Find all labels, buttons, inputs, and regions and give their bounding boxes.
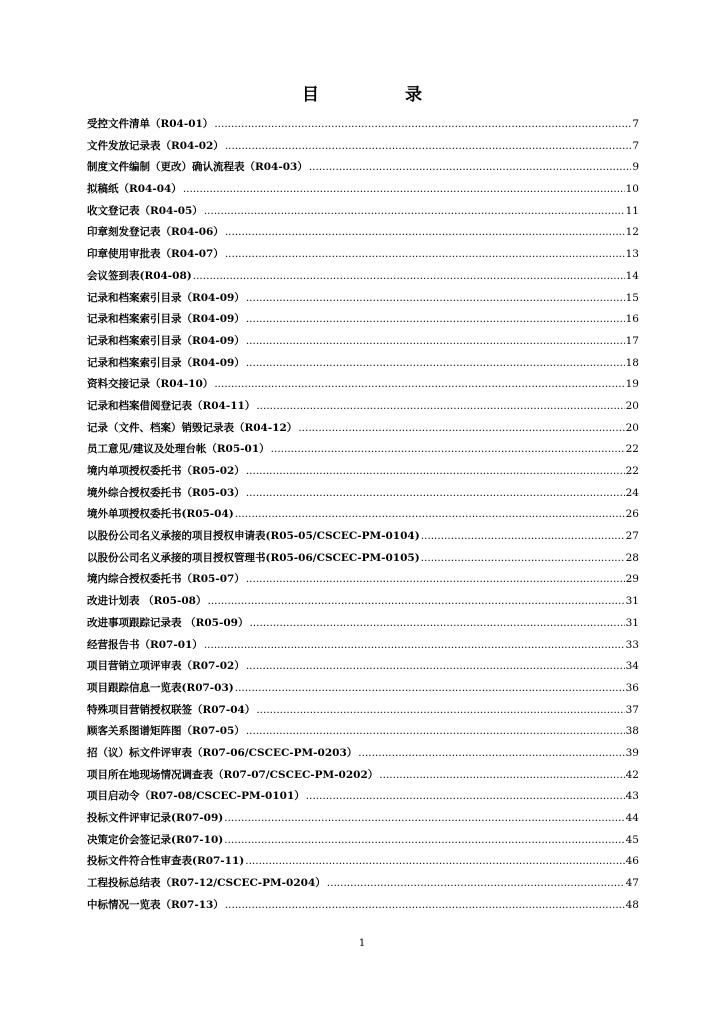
toc-entry-label: 拟稿纸（R04-04） [87, 183, 182, 196]
toc-entry-page: 44 [625, 812, 639, 824]
toc-entry[interactable] [87, 396, 639, 418]
toc-entry-label: 境内单项授权委托书（R05-02） [87, 465, 245, 477]
toc-entry-label: 改进事项跟踪记录表 （R05-09） [87, 616, 249, 629]
toc-entry-page: 11 [625, 204, 639, 217]
toc-leader-dots [183, 179, 625, 201]
toc-leader-dots [421, 548, 625, 570]
toc-entry-label: 工程投标总结表（R07-12/CSCEC-PM-0204） [87, 877, 326, 890]
toc-entry-label: 员工意见/建议及处理台帐（R05-01） [87, 443, 270, 456]
toc-entry-label: 制度文件编制（更改）确认流程表（R04-03） [87, 161, 308, 174]
toc-leader-dots [256, 396, 624, 418]
toc-entry[interactable] [87, 331, 639, 353]
toc-leader-dots [204, 635, 625, 657]
toc-entry[interactable] [87, 244, 639, 266]
toc-leader-dots [225, 136, 632, 158]
toc-entry[interactable] [87, 461, 639, 483]
toc-entry-page: 46 [625, 855, 639, 868]
toc-leader-dots [256, 700, 624, 722]
toc-entry[interactable] [87, 786, 639, 808]
toc-leader-dots [246, 656, 625, 678]
toc-entry-page: 22 [625, 465, 639, 477]
toc-entry[interactable] [87, 201, 639, 223]
toc-entry-page: 19 [625, 378, 639, 391]
toc-entry-label: 境内综合授权委托书（R05-07） [87, 573, 245, 586]
toc-leader-dots [246, 483, 625, 505]
toc-leader-dots [246, 461, 625, 483]
toc-entry-label: 项目跟踪信息一览表(R07-03) [87, 681, 234, 694]
toc-leader-dots [249, 613, 624, 635]
table-of-contents [87, 114, 639, 916]
toc-entry-page: 12 [625, 226, 639, 239]
page-number: 1 [358, 938, 366, 949]
toc-entry-page: 14 [625, 269, 639, 282]
toc-leader-dots [421, 526, 625, 548]
toc-entry[interactable] [87, 635, 639, 657]
toc-entry-label: 记录和档案索引目录（R04-09） [87, 356, 245, 369]
toc-entry[interactable] [87, 743, 639, 765]
toc-entry-label: 文件发放记录表（R04-02） [87, 139, 224, 152]
toc-entry[interactable] [87, 418, 639, 440]
toc-entry[interactable] [87, 136, 639, 158]
toc-leader-dots [271, 439, 625, 461]
toc-entry-page: 31 [625, 595, 639, 608]
toc-entry-page: 34 [625, 660, 639, 673]
toc-entry[interactable] [87, 873, 639, 895]
toc-leader-dots [358, 743, 624, 765]
toc-entry-label: 境外综合授权委托书（R05-03） [87, 486, 245, 499]
toc-entry-page: 39 [625, 746, 639, 759]
toc-entry-page: 37 [625, 703, 639, 716]
toc-leader-dots [246, 353, 625, 375]
toc-leader-dots [193, 266, 625, 288]
toc-entry[interactable] [87, 548, 639, 570]
toc-entry[interactable] [87, 439, 639, 461]
toc-leader-dots [327, 873, 625, 895]
toc-leader-dots [225, 222, 625, 244]
toc-entry[interactable] [87, 765, 639, 787]
toc-entry-label: 改进计划表 （R05-08） [87, 595, 207, 608]
toc-leader-dots [224, 830, 624, 852]
toc-entry[interactable] [87, 895, 639, 917]
toc-leader-dots [246, 288, 625, 310]
toc-entry-page: 27 [625, 530, 639, 543]
toc-leader-dots [225, 244, 625, 266]
toc-leader-dots [246, 309, 625, 331]
toc-entry[interactable] [87, 288, 639, 310]
toc-entry[interactable] [87, 179, 639, 201]
toc-entry-page: 28 [625, 551, 639, 564]
toc-leader-dots [246, 331, 625, 353]
toc-entry-page: 22 [625, 443, 639, 456]
toc-entry[interactable] [87, 114, 639, 136]
toc-entry-page: 47 [625, 877, 639, 890]
toc-leader-dots [225, 895, 625, 917]
toc-entry[interactable] [87, 808, 639, 830]
toc-entry-label: 境外单项授权委托书(R05-04) [87, 508, 234, 521]
toc-entry-page: 43 [625, 790, 639, 803]
toc-entry[interactable] [87, 656, 639, 678]
toc-leader-dots [224, 808, 624, 830]
toc-leader-dots [379, 765, 624, 787]
toc-entry-page: 45 [625, 833, 639, 846]
toc-entry-page: 24 [625, 486, 639, 499]
toc-entry-label: 决策定价会签记录(R07-10) [87, 833, 224, 846]
toc-entry-label: 记录和档案索引目录（R04-09） [87, 291, 245, 304]
toc-entry-page: 31 [625, 616, 639, 629]
toc-entry[interactable] [87, 222, 639, 244]
toc-entry-page: 36 [625, 681, 639, 694]
toc-entry-label: 招（议）标文件评审表（R07-06/CSCEC-PM-0203） [87, 746, 358, 759]
toc-leader-dots [245, 851, 624, 873]
toc-entry-label: 投标文件符合性审查表(R07-11) [87, 855, 245, 868]
toc-entry-label: 以股份公司名义承接的项目授权申请表(R05-05/CSCEC-PM-0104) [87, 530, 420, 543]
toc-entry-page: 9 [632, 161, 639, 174]
toc-entry-label: 印章刻发登记表（R04-06） [87, 226, 224, 239]
toc-entry[interactable] [87, 613, 639, 635]
toc-entry-page: 16 [625, 313, 639, 326]
toc-entry-label: 以股份公司名义承接的项目授权管理书(R05-06/CSCEC-PM-0105) [87, 551, 420, 564]
toc-leader-dots [306, 786, 625, 808]
toc-leader-dots [214, 374, 624, 396]
toc-leader-dots [298, 418, 624, 440]
toc-entry[interactable] [87, 678, 639, 700]
toc-entry-label: 特殊项目营销授权联签（R07-04） [87, 703, 256, 716]
toc-entry-page: 7 [632, 118, 639, 130]
toc-entry-label: 资料交接记录（R04-10） [87, 378, 214, 391]
toc-entry-label: 顾客关系图谱矩阵图（R07-05） [87, 725, 245, 738]
toc-entry-page: 20 [625, 399, 639, 412]
toc-entry-page: 18 [625, 356, 639, 369]
toc-entry-label: 记录（文件、档案）销毁记录表（R04-12） [87, 421, 298, 434]
toc-entry[interactable] [87, 309, 639, 331]
toc-entry[interactable] [87, 157, 639, 179]
toc-entry-page: 48 [625, 898, 639, 911]
toc-entry-label: 项目启动令（R07-08/CSCEC-PM-0101） [87, 790, 305, 803]
toc-entry[interactable] [87, 851, 639, 873]
toc-entry[interactable] [87, 504, 639, 526]
toc-leader-dots [246, 569, 625, 591]
toc-leader-dots [204, 201, 625, 223]
toc-entry-page: 33 [625, 638, 639, 651]
page-title: 目 录 [302, 85, 462, 105]
toc-entry[interactable] [87, 700, 639, 722]
toc-entry-page: 42 [625, 768, 639, 781]
toc-entry-page: 29 [625, 573, 639, 586]
toc-entry-label: 记录和档案借阅登记表（R04-11） [87, 399, 256, 412]
toc-entry-page: 17 [625, 334, 639, 347]
toc-entry[interactable] [87, 483, 639, 505]
toc-entry[interactable] [87, 569, 639, 591]
toc-leader-dots [235, 504, 625, 526]
toc-entry-label: 中标情况一览表（R07-13） [87, 898, 224, 911]
toc-entry-page: 7 [632, 139, 639, 152]
toc-entry-page: 26 [625, 508, 639, 521]
toc-leader-dots [309, 157, 632, 179]
toc-entry-page: 13 [625, 248, 639, 261]
toc-entry[interactable] [87, 830, 639, 852]
toc-entry-label: 收文登记表（R04-05） [87, 204, 203, 217]
toc-leader-dots [207, 591, 624, 613]
toc-leader-dots [235, 678, 625, 700]
toc-entry[interactable] [87, 353, 639, 375]
toc-entry-label: 项目营销立项评审表（R07-02） [87, 660, 245, 673]
toc-entry-page: 10 [625, 183, 639, 196]
toc-leader-dots [214, 114, 631, 136]
toc-entry[interactable] [87, 374, 639, 396]
toc-entry[interactable] [87, 266, 639, 288]
toc-entry[interactable] [87, 526, 639, 548]
toc-entry-label: 受控文件清单（R04-01） [87, 118, 214, 130]
toc-entry[interactable] [87, 591, 639, 613]
toc-entry-page: 20 [625, 421, 639, 434]
toc-entry-label: 会议签到表(R04-08) [87, 269, 192, 282]
toc-entry-label: 项目所在地现场情况调查表（R07-07/CSCEC-PM-0202） [87, 768, 379, 781]
toc-entry[interactable] [87, 721, 639, 743]
toc-entry-label: 记录和档案索引目录（R04-09） [87, 334, 245, 347]
toc-entry-label: 投标文件评审记录(R07-09) [87, 812, 224, 824]
toc-entry-label: 记录和档案索引目录（R04-09） [87, 313, 245, 326]
toc-entry-page: 38 [625, 725, 639, 738]
toc-entry-label: 经营报告书（R07-01） [87, 638, 203, 651]
toc-leader-dots [246, 721, 625, 743]
toc-entry-page: 15 [625, 291, 639, 304]
toc-entry-label: 印章使用审批表（R04-07） [87, 248, 224, 261]
